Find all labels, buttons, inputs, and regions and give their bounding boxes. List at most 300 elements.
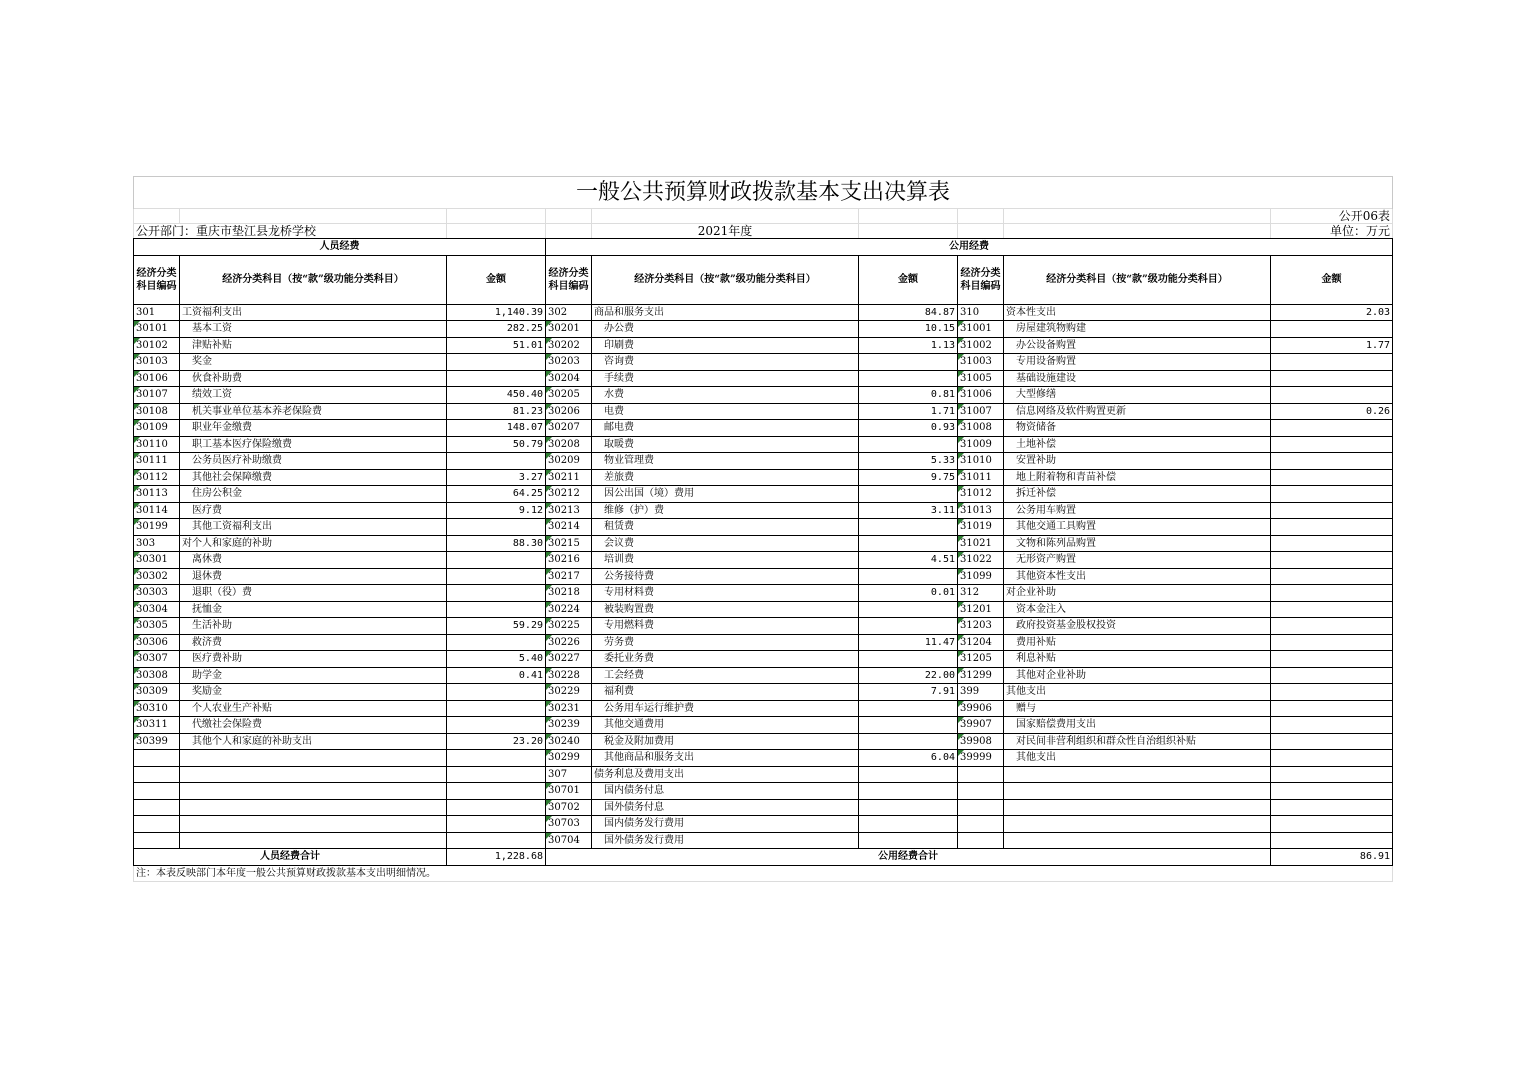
public-a-row-amount: 7.91 — [859, 684, 958, 701]
public-a-row-name: 会议费 — [592, 535, 859, 552]
public-a-row-amount: 6.04 — [859, 750, 958, 767]
public-b-row-code: 31002 — [958, 337, 1004, 354]
table-row — [134, 552, 1393, 569]
public-b-row-amount — [1271, 354, 1393, 371]
personnel-row-name: 助学金 — [180, 667, 447, 684]
public-a-row-amount — [859, 783, 958, 800]
public-a-row-amount — [859, 568, 958, 585]
personnel-row-amount — [447, 453, 546, 470]
personnel-row-amount: 59.29 — [447, 618, 546, 635]
public-b-row-amount — [1271, 717, 1393, 734]
personnel-row-code: 30109 — [134, 420, 180, 437]
public-b-row-code: 399 — [958, 684, 1004, 701]
public-a-row-code: 30203 — [546, 354, 592, 371]
personnel-row-amount — [447, 634, 546, 651]
public-a-row-name: 差旅费 — [592, 469, 859, 486]
public-a-row-code: 30218 — [546, 585, 592, 602]
public-a-row-code: 30202 — [546, 337, 592, 354]
personnel-row-code — [134, 799, 180, 816]
table-number: 公开06表 — [1271, 209, 1393, 224]
public-b-row-name — [1004, 816, 1271, 833]
table-row — [134, 750, 1393, 767]
personnel-row-code: 30113 — [134, 486, 180, 503]
public-a-row-amount — [859, 486, 958, 503]
public-b-row-name: 国家赔偿费用支出 — [1004, 717, 1271, 734]
public-a-row-name: 债务利息及费用支出 — [592, 766, 859, 783]
public-a-row-amount — [859, 601, 958, 618]
public-a-row-amount — [859, 519, 958, 536]
public-a-row-code: 30217 — [546, 568, 592, 585]
personnel-row-code: 30307 — [134, 651, 180, 668]
public-b-row-code: 31009 — [958, 436, 1004, 453]
table-row — [134, 568, 1393, 585]
public-a-row-amount: 3.11 — [859, 502, 958, 519]
personnel-row-amount — [447, 601, 546, 618]
public-b-row-code: 39999 — [958, 750, 1004, 767]
public-total-value: 86.91 — [1271, 849, 1393, 866]
public-b-row-amount — [1271, 568, 1393, 585]
public-b-row-amount — [1271, 552, 1393, 569]
public-b-row-code: 31099 — [958, 568, 1004, 585]
public-b-row-name: 其他交通工具购置 — [1004, 519, 1271, 536]
public-b-row-amount — [1271, 799, 1393, 816]
public-a-row-name: 福利费 — [592, 684, 859, 701]
table-row — [134, 453, 1393, 470]
public-a-row-code: 30229 — [546, 684, 592, 701]
public-a-row-code: 30225 — [546, 618, 592, 635]
public-a-row-name: 国内债务付息 — [592, 783, 859, 800]
public-a-row-amount: 10.15 — [859, 321, 958, 338]
public-a-row-name: 电费 — [592, 403, 859, 420]
public-b-row-name: 对民间非营利组织和群众性自治组织补贴 — [1004, 733, 1271, 750]
personnel-row-amount — [447, 816, 546, 833]
personnel-row-code: 30304 — [134, 601, 180, 618]
public-a-row-code: 30205 — [546, 387, 592, 404]
public-a-row-code: 30207 — [546, 420, 592, 437]
personnel-row-amount — [447, 783, 546, 800]
public-a-row-amount — [859, 370, 958, 387]
personnel-row-code: 30101 — [134, 321, 180, 338]
section-personnel: 人员经费 — [134, 239, 546, 256]
public-a-row-amount: 11.47 — [859, 634, 958, 651]
table-row — [134, 766, 1393, 783]
public-a-row-name: 维修（护）费 — [592, 502, 859, 519]
public-a-row-code: 30204 — [546, 370, 592, 387]
personnel-row-code: 303 — [134, 535, 180, 552]
fiscal-year: 2021年度 — [592, 224, 859, 239]
public-b-row-name — [1004, 832, 1271, 849]
public-b-row-amount — [1271, 436, 1393, 453]
public-a-row-amount: 22.00 — [859, 667, 958, 684]
public-b-row-amount: 0.26 — [1271, 403, 1393, 420]
public-b-row-name — [1004, 766, 1271, 783]
public-b-row-name: 无形资产购置 — [1004, 552, 1271, 569]
public-a-row-code: 30224 — [546, 601, 592, 618]
public-b-row-code: 31010 — [958, 453, 1004, 470]
table-row — [134, 519, 1393, 536]
personnel-row-name — [180, 750, 447, 767]
header-name: 经济分类科目（按“款”级功能分类科目） — [180, 255, 447, 304]
public-b-row-name: 拆迁补偿 — [1004, 486, 1271, 503]
table-row — [134, 486, 1393, 503]
public-a-row-code: 30212 — [546, 486, 592, 503]
public-b-row-name: 资本金注入 — [1004, 601, 1271, 618]
personnel-row-name: 个人农业生产补贴 — [180, 700, 447, 717]
public-a-row-code: 30231 — [546, 700, 592, 717]
public-a-row-code: 30216 — [546, 552, 592, 569]
personnel-row-code: 30302 — [134, 568, 180, 585]
public-b-row-amount — [1271, 486, 1393, 503]
table-row — [134, 717, 1393, 734]
public-b-row-amount — [1271, 684, 1393, 701]
public-b-row-code: 31021 — [958, 535, 1004, 552]
personnel-row-code: 30112 — [134, 469, 180, 486]
personnel-row-amount — [447, 568, 546, 585]
personnel-row-code: 30310 — [134, 700, 180, 717]
header-name: 经济分类科目（按“款”级功能分类科目） — [1004, 255, 1271, 304]
personnel-row-name: 救济费 — [180, 634, 447, 651]
public-a-row-name: 劳务费 — [592, 634, 859, 651]
personnel-row-name — [180, 766, 447, 783]
public-b-row-code — [958, 783, 1004, 800]
public-a-row-amount: 0.01 — [859, 585, 958, 602]
public-b-row-code: 31008 — [958, 420, 1004, 437]
public-b-row-name: 政府投资基金股权投资 — [1004, 618, 1271, 635]
public-a-row-name: 被装购置费 — [592, 601, 859, 618]
table-row — [134, 337, 1393, 354]
personnel-row-code: 30311 — [134, 717, 180, 734]
public-a-row-code: 30209 — [546, 453, 592, 470]
public-b-row-code: 39906 — [958, 700, 1004, 717]
public-b-row-name: 其他对企业补助 — [1004, 667, 1271, 684]
public-b-row-amount — [1271, 370, 1393, 387]
personnel-row-name: 其他工资福利支出 — [180, 519, 447, 536]
public-a-row-amount — [859, 618, 958, 635]
personnel-row-amount: 23.20 — [447, 733, 546, 750]
public-a-row-name: 其他交通费用 — [592, 717, 859, 734]
personnel-row-name: 奖励金 — [180, 684, 447, 701]
personnel-row-amount: 88.30 — [447, 535, 546, 552]
public-a-row-code: 30201 — [546, 321, 592, 338]
personnel-row-name: 津贴补贴 — [180, 337, 447, 354]
personnel-row-name: 伙食补助费 — [180, 370, 447, 387]
personnel-row-name: 医疗费补助 — [180, 651, 447, 668]
public-a-row-amount — [859, 354, 958, 371]
public-a-row-amount: 0.93 — [859, 420, 958, 437]
public-a-row-name: 咨询费 — [592, 354, 859, 371]
public-b-row-amount — [1271, 469, 1393, 486]
table-row — [134, 733, 1393, 750]
table-row — [134, 304, 1393, 321]
table-row — [134, 469, 1393, 486]
public-a-row-name: 因公出国（境）费用 — [592, 486, 859, 503]
personnel-row-name — [180, 783, 447, 800]
personnel-row-name: 公务员医疗补助缴费 — [180, 453, 447, 470]
public-a-row-name: 专用燃料费 — [592, 618, 859, 635]
public-b-row-name: 利息补贴 — [1004, 651, 1271, 668]
personnel-row-name — [180, 832, 447, 849]
public-b-row-amount — [1271, 783, 1393, 800]
table-row — [134, 816, 1393, 833]
personnel-row-amount — [447, 552, 546, 569]
table-row — [134, 387, 1393, 404]
personnel-row-amount — [447, 684, 546, 701]
public-b-row-code — [958, 832, 1004, 849]
personnel-row-name: 退休费 — [180, 568, 447, 585]
personnel-row-amount — [447, 700, 546, 717]
public-a-row-amount: 84.87 — [859, 304, 958, 321]
public-b-row-amount — [1271, 700, 1393, 717]
public-b-row-code: 39907 — [958, 717, 1004, 734]
public-b-row-code: 31019 — [958, 519, 1004, 536]
table-row — [134, 354, 1393, 371]
personnel-row-name: 生活补助 — [180, 618, 447, 635]
table-row — [134, 651, 1393, 668]
personnel-row-amount: 3.27 — [447, 469, 546, 486]
header-amount: 金额 — [1271, 255, 1393, 304]
public-b-row-amount — [1271, 420, 1393, 437]
public-a-row-amount — [859, 766, 958, 783]
public-b-row-amount — [1271, 601, 1393, 618]
unit-label: 单位：万元 — [1271, 224, 1393, 239]
public-b-row-name: 其他支出 — [1004, 684, 1271, 701]
public-a-row-code: 30702 — [546, 799, 592, 816]
personnel-row-amount — [447, 585, 546, 602]
public-a-row-name: 培训费 — [592, 552, 859, 569]
personnel-row-amount — [447, 370, 546, 387]
personnel-row-code: 30114 — [134, 502, 180, 519]
public-b-row-amount — [1271, 634, 1393, 651]
public-a-row-amount — [859, 832, 958, 849]
public-b-row-code: 31003 — [958, 354, 1004, 371]
public-b-row-amount: 2.03 — [1271, 304, 1393, 321]
personnel-row-amount — [447, 799, 546, 816]
totals-row — [134, 849, 1393, 866]
table-row — [134, 667, 1393, 684]
public-b-row-code: 31007 — [958, 403, 1004, 420]
public-a-row-code: 30214 — [546, 519, 592, 536]
public-total-label: 公用经费合计 — [546, 849, 1271, 866]
personnel-row-code: 30106 — [134, 370, 180, 387]
public-a-row-amount: 5.33 — [859, 453, 958, 470]
public-a-row-name: 其他商品和服务支出 — [592, 750, 859, 767]
public-b-row-amount — [1271, 535, 1393, 552]
personnel-row-code: 30301 — [134, 552, 180, 569]
public-a-row-amount — [859, 651, 958, 668]
personnel-row-amount: 282.25 — [447, 321, 546, 338]
personnel-row-code: 30102 — [134, 337, 180, 354]
personnel-row-code: 30305 — [134, 618, 180, 635]
public-b-row-name: 资本性支出 — [1004, 304, 1271, 321]
personnel-row-code: 30306 — [134, 634, 180, 651]
public-a-row-amount — [859, 436, 958, 453]
public-a-row-code: 30211 — [546, 469, 592, 486]
public-b-row-name: 费用补贴 — [1004, 634, 1271, 651]
public-b-row-amount — [1271, 766, 1393, 783]
public-a-row-code: 30704 — [546, 832, 592, 849]
personnel-row-code: 30103 — [134, 354, 180, 371]
public-b-row-amount — [1271, 832, 1393, 849]
header-code: 经济分类科目编码 — [134, 255, 180, 304]
table-row — [134, 618, 1393, 635]
table-row — [134, 585, 1393, 602]
personnel-row-code — [134, 750, 180, 767]
public-b-row-name: 信息网络及软件购置更新 — [1004, 403, 1271, 420]
public-b-row-code: 31013 — [958, 502, 1004, 519]
header-code: 经济分类科目编码 — [958, 255, 1004, 304]
personnel-row-name — [180, 799, 447, 816]
public-b-row-name: 大型修缮 — [1004, 387, 1271, 404]
public-a-row-code: 30299 — [546, 750, 592, 767]
personnel-row-code — [134, 816, 180, 833]
personnel-row-name: 离休费 — [180, 552, 447, 569]
public-a-row-name: 公务用车运行维护费 — [592, 700, 859, 717]
public-b-row-amount — [1271, 502, 1393, 519]
personnel-row-name: 基本工资 — [180, 321, 447, 338]
personnel-row-amount — [447, 519, 546, 536]
personnel-row-name: 抚恤金 — [180, 601, 447, 618]
public-b-row-code: 31011 — [958, 469, 1004, 486]
public-a-row-name: 水费 — [592, 387, 859, 404]
table-row — [134, 370, 1393, 387]
public-a-row-code: 30239 — [546, 717, 592, 734]
personnel-row-code: 30399 — [134, 733, 180, 750]
public-a-row-amount — [859, 535, 958, 552]
personnel-row-amount — [447, 766, 546, 783]
public-a-row-name: 国内债务发行费用 — [592, 816, 859, 833]
public-a-row-code: 30206 — [546, 403, 592, 420]
table-row — [134, 535, 1393, 552]
public-b-row-name: 其他支出 — [1004, 750, 1271, 767]
personnel-row-code: 30110 — [134, 436, 180, 453]
personnel-row-code — [134, 766, 180, 783]
personnel-row-name: 奖金 — [180, 354, 447, 371]
expenditure-sheet — [133, 176, 1392, 882]
personnel-row-amount — [447, 717, 546, 734]
personnel-row-amount — [447, 750, 546, 767]
public-a-row-name: 委托业务费 — [592, 651, 859, 668]
personnel-row-amount: 64.25 — [447, 486, 546, 503]
personnel-row-name: 工资福利支出 — [180, 304, 447, 321]
public-a-row-name: 专用材料费 — [592, 585, 859, 602]
page-title: 一般公共预算财政拨款基本支出决算表 — [134, 177, 1393, 209]
table-row — [134, 601, 1393, 618]
public-a-row-amount — [859, 816, 958, 833]
public-b-row-name: 其他资本性支出 — [1004, 568, 1271, 585]
public-b-row-amount — [1271, 667, 1393, 684]
header-amount: 金额 — [859, 255, 958, 304]
personnel-row-code — [134, 783, 180, 800]
public-a-row-name: 手续费 — [592, 370, 859, 387]
public-a-row-name: 印刷费 — [592, 337, 859, 354]
public-b-row-amount — [1271, 816, 1393, 833]
table-row — [134, 832, 1393, 849]
personnel-row-name: 其他个人和家庭的补助支出 — [180, 733, 447, 750]
public-b-row-code: 31022 — [958, 552, 1004, 569]
personnel-row-code: 30111 — [134, 453, 180, 470]
public-a-row-name: 取暖费 — [592, 436, 859, 453]
public-a-row-amount — [859, 717, 958, 734]
public-b-row-amount — [1271, 519, 1393, 536]
public-b-row-code: 31012 — [958, 486, 1004, 503]
personnel-row-amount: 0.41 — [447, 667, 546, 684]
public-a-row-code: 30240 — [546, 733, 592, 750]
personnel-row-name: 医疗费 — [180, 502, 447, 519]
public-a-row-amount: 1.13 — [859, 337, 958, 354]
personnel-row-code: 30108 — [134, 403, 180, 420]
table-row — [134, 403, 1393, 420]
table-row — [134, 502, 1393, 519]
personnel-row-name: 绩效工资 — [180, 387, 447, 404]
personnel-row-amount: 51.01 — [447, 337, 546, 354]
public-b-row-name: 基础设施建设 — [1004, 370, 1271, 387]
header-amount: 金额 — [447, 255, 546, 304]
public-b-row-code: 31001 — [958, 321, 1004, 338]
personnel-total-label: 人员经费合计 — [134, 849, 447, 866]
personnel-row-name: 职工基本医疗保险缴费 — [180, 436, 447, 453]
personnel-row-name: 住房公积金 — [180, 486, 447, 503]
personnel-row-name: 退职（役）费 — [180, 585, 447, 602]
table-row — [134, 700, 1393, 717]
public-b-row-code: 31005 — [958, 370, 1004, 387]
public-b-row-name: 地上附着物和青苗补偿 — [1004, 469, 1271, 486]
public-a-row-name: 物业管理费 — [592, 453, 859, 470]
public-a-row-code: 30226 — [546, 634, 592, 651]
public-b-row-name — [1004, 783, 1271, 800]
personnel-row-amount: 50.79 — [447, 436, 546, 453]
personnel-row-name: 对个人和家庭的补助 — [180, 535, 447, 552]
public-a-row-code: 30208 — [546, 436, 592, 453]
public-b-row-code: 310 — [958, 304, 1004, 321]
public-b-row-amount: 1.77 — [1271, 337, 1393, 354]
personnel-row-code: 30303 — [134, 585, 180, 602]
public-b-row-amount — [1271, 750, 1393, 767]
public-a-row-name: 国外债务付息 — [592, 799, 859, 816]
table-row — [134, 321, 1393, 338]
public-b-row-code: 31205 — [958, 651, 1004, 668]
public-a-row-code: 30213 — [546, 502, 592, 519]
public-a-row-code: 30227 — [546, 651, 592, 668]
public-a-row-amount: 1.71 — [859, 403, 958, 420]
public-b-row-name: 赠与 — [1004, 700, 1271, 717]
personnel-total-value: 1,228.68 — [447, 849, 546, 866]
footnote: 注：本表反映部门本年度一般公共预算财政拨款基本支出明细情况。 — [134, 865, 1393, 882]
public-a-row-name: 国外债务发行费用 — [592, 832, 859, 849]
public-a-row-code: 30228 — [546, 667, 592, 684]
table-row — [134, 799, 1393, 816]
public-b-row-code — [958, 799, 1004, 816]
table-row — [134, 783, 1393, 800]
public-a-row-name: 公务接待费 — [592, 568, 859, 585]
public-b-row-name: 土地补偿 — [1004, 436, 1271, 453]
personnel-row-name: 代缴社会保险费 — [180, 717, 447, 734]
expenditure-table — [133, 176, 1393, 882]
public-a-row-name: 办公费 — [592, 321, 859, 338]
public-b-row-code: 31201 — [958, 601, 1004, 618]
public-b-row-name: 公务用车购置 — [1004, 502, 1271, 519]
public-b-row-name — [1004, 799, 1271, 816]
personnel-row-amount — [447, 354, 546, 371]
public-a-row-name: 租赁费 — [592, 519, 859, 536]
public-a-row-amount: 0.81 — [859, 387, 958, 404]
public-b-row-name: 房屋建筑物购建 — [1004, 321, 1271, 338]
personnel-row-amount — [447, 832, 546, 849]
public-b-row-code: 31299 — [958, 667, 1004, 684]
header-name: 经济分类科目（按“款”级功能分类科目） — [592, 255, 859, 304]
personnel-row-code: 30199 — [134, 519, 180, 536]
personnel-row-code: 30309 — [134, 684, 180, 701]
public-a-row-code: 30703 — [546, 816, 592, 833]
